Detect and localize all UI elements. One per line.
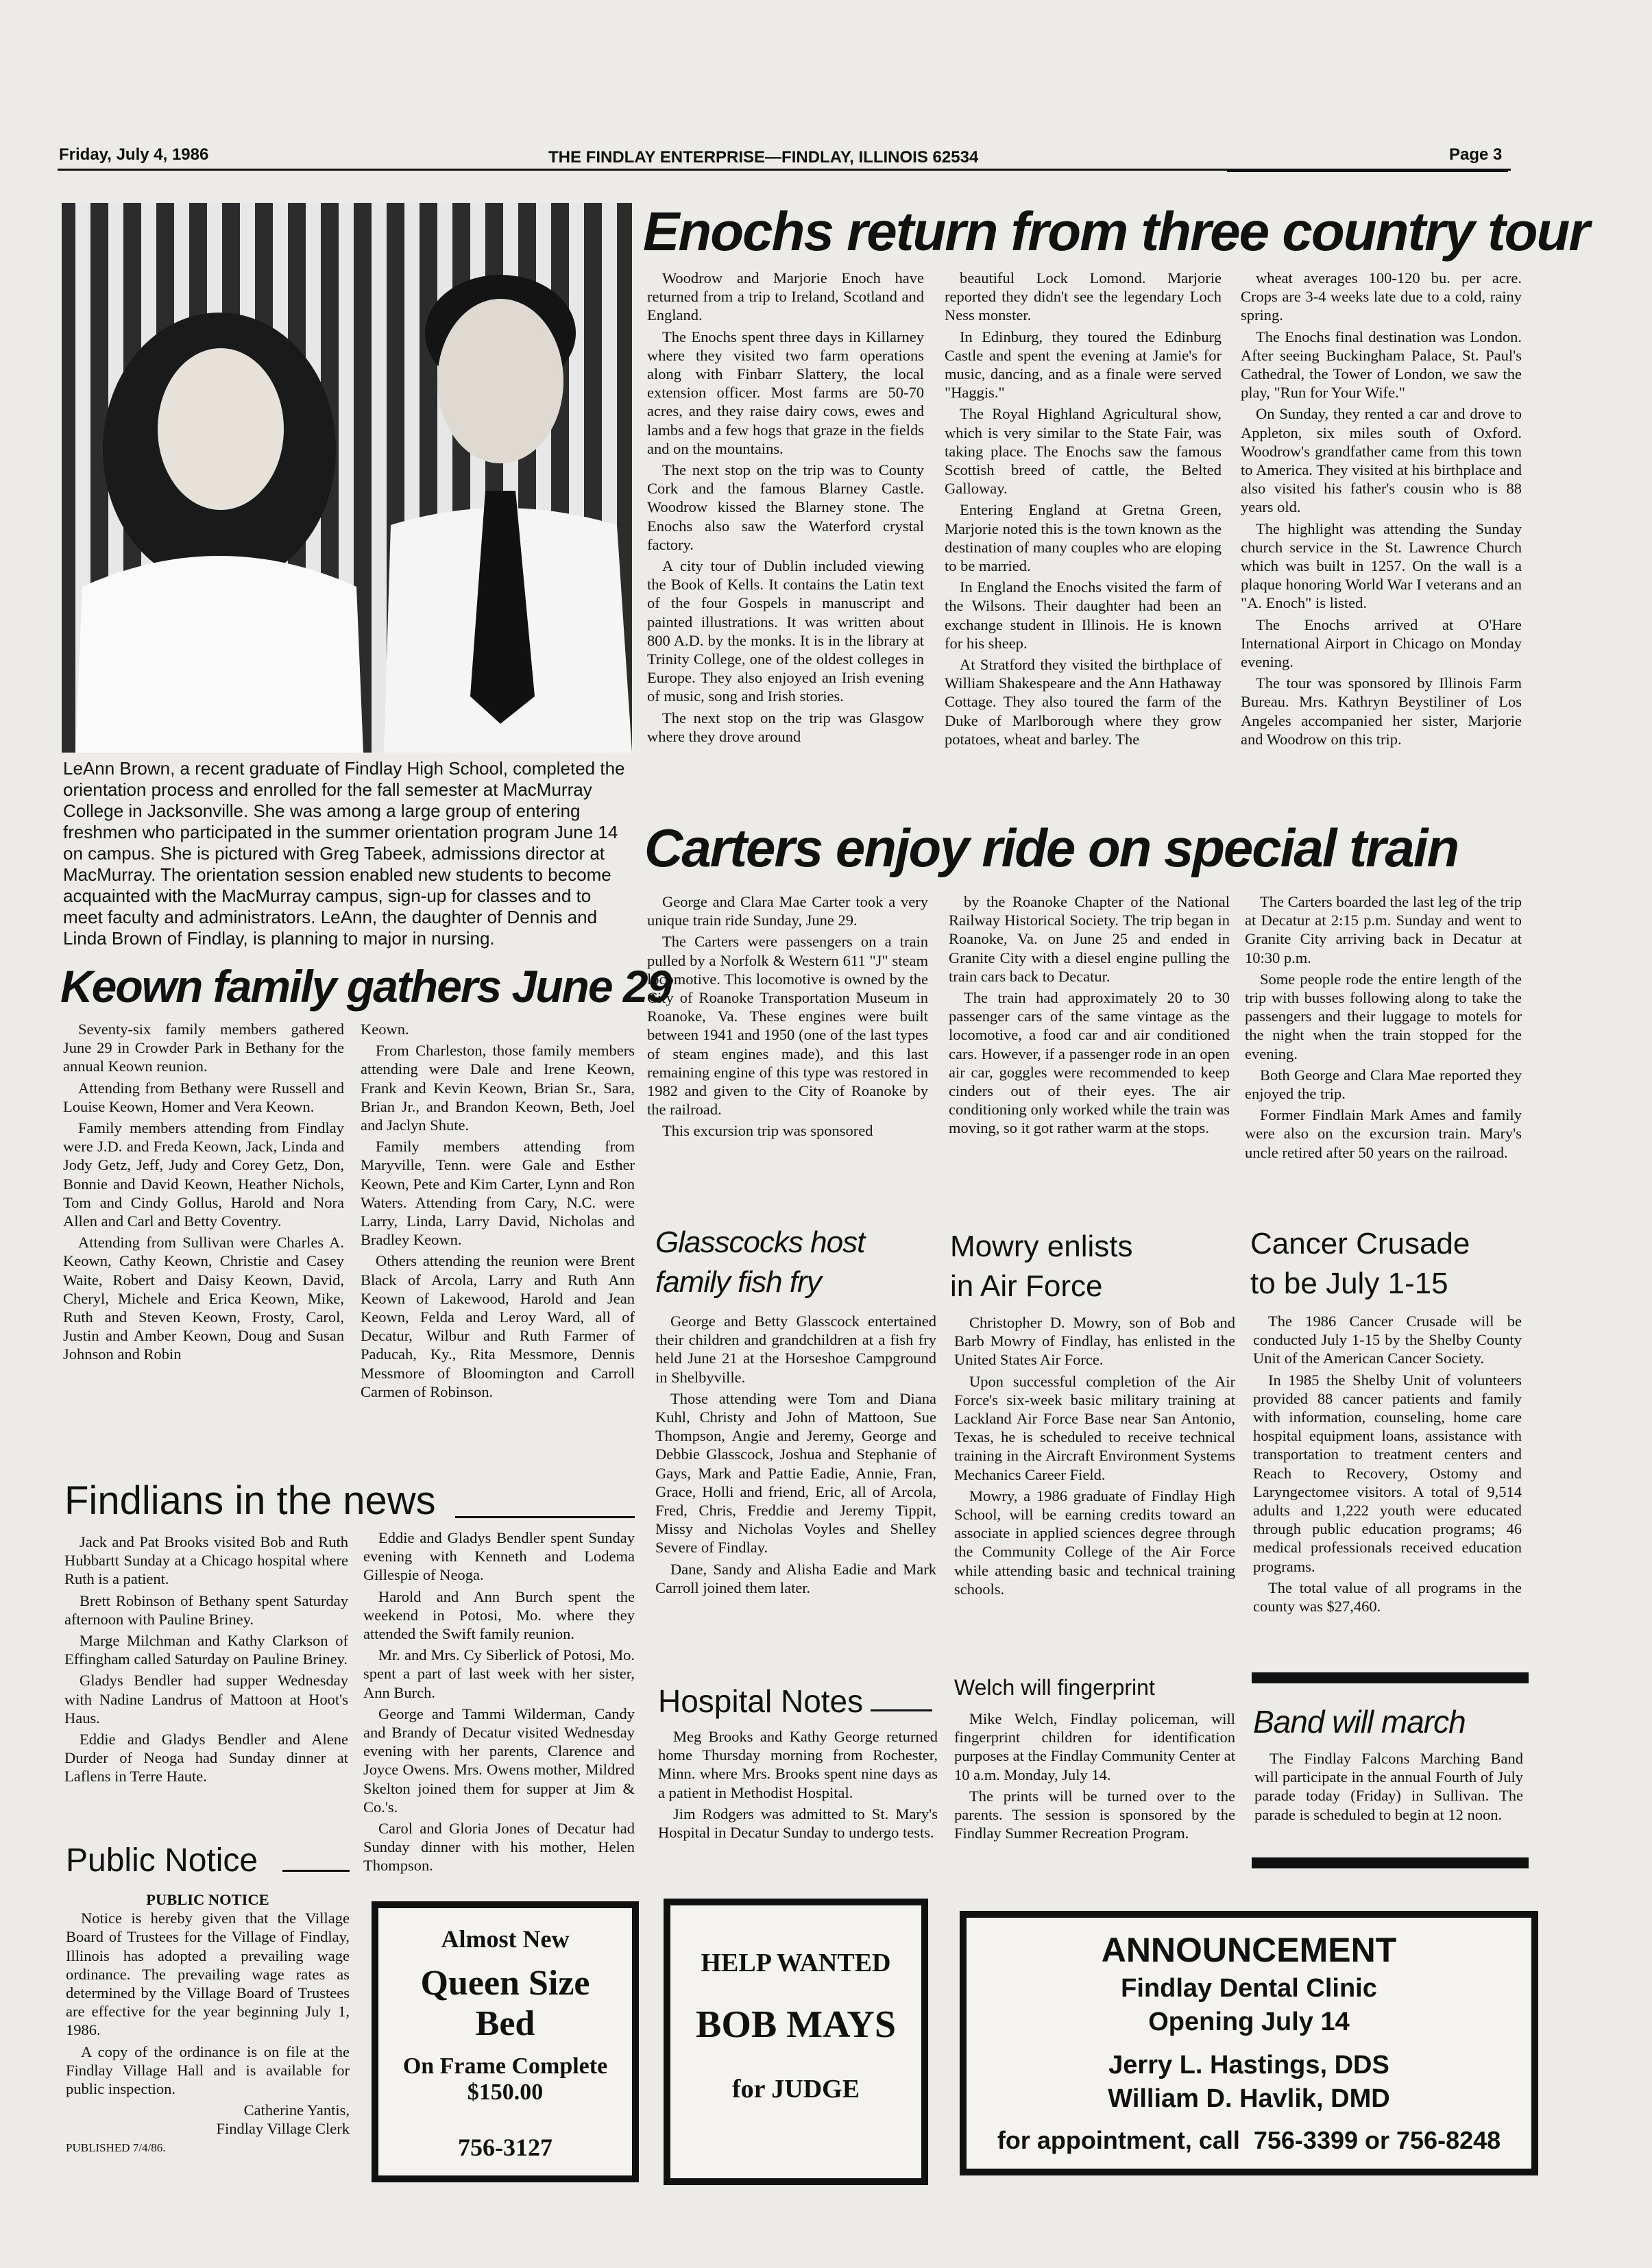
paragraph: The Enochs spent three days in Killarney where they visited two farm operations along with Finbarr Slattery, the local extension officer. Most farms are 50-70 acres, and they raise dairy cows, ewes and lambs and a few hogs that graze in the fields and on the mountains. (647, 328, 924, 457)
enochs-column-3 (1241, 269, 1522, 751)
paragraph: Meg Brooks and Kathy George returned home Thursday morning from Rochester, Minn. where Mrs. Brooks spent nine days as a patient in Methodist Hospital. (658, 1728, 938, 1801)
paragraph: Jim Rodgers was admitted to St. Mary's Hospital in Decatur Sunday to undergo tests. (658, 1805, 938, 1842)
paragraph: Attending from Sullivan were Charles A. Keown, Cathy Keown, Christie and Casey Waite, Robert and Daisy Keown, David, Cheryl, Michele and Erica Keown, Mike, Ruth and Steven Keown, Frosty, Carol, Justin and Amber Keown, Doug and Susan Johnson and Robin (63, 1234, 344, 1363)
paragraph: Family members attending from Findlay were J.D. and Freda Keown, Jack, Linda and Jody Getz, Jeff, Judy and Corey Getz, Don, Bonnie and David Keown, Heather Nichols, Tom and Cindy Gollus, Harold and Nora Allen and Carl and Betty Coventry. (63, 1119, 344, 1230)
carters-headline: Carters enjoy ride on special train (644, 818, 1459, 878)
ad-dental-line-3: Jerry L. Hastings, DDS (1108, 2051, 1389, 2080)
masthead-rule-heavy (1227, 169, 1508, 172)
ad-mays-line-3: for JUDGE (731, 2075, 860, 2104)
paragraph: by the Roanoke Chapter of the National Railway Historical Society. The trip began in Roanoke, Va. on June 25 and ended in Granite City with a diesel engine pulling the train cars back to Decatur. (949, 893, 1230, 985)
paragraph: In 1985 the Shelby Unit of volunteers provided 88 cancer patients and family with information, counseling, home care hospital equipment loans, assistance with transportation to treatment centers and Reach to Recovery, Ostomy and Laryngectomee visitors. A total of 9,514 adults and 1,222 youth were educated through public education programs; 46 medical professionals received education programs. (1253, 1371, 1522, 1575)
paragraph: At Stratford they visited the birthplace of William Shakespeare and the Ann Hathaway Cottage. They also toured the farm of the Duke of Marlborough where they grow potatoes, wheat and barley. The (945, 656, 1222, 748)
paragraph: Eddie and Gladys Bendler and Alene Durder of Neoga had Sunday dinner at Laflens in Terre Haute. (64, 1731, 348, 1785)
photo-image (62, 203, 632, 753)
findlians-rule (455, 1516, 635, 1518)
issue-date: Friday, July 4, 1986 (59, 145, 209, 164)
paragraph: The Royal Highland Agricultural show, which is very similar to the State Fair, was taking place. The Enochs saw the famous Scottish breed of cattle, the Belted Galloway. (945, 405, 1222, 498)
paragraph: The next stop on the trip was Glasgow where they drove around (647, 709, 924, 745)
signer-title: Findlay Village Clerk (216, 2120, 350, 2138)
public-notice-body (66, 1890, 350, 2157)
welch-headline: Welch will fingerprint (954, 1675, 1155, 1700)
paragraph: Both George and Clara Mae reported they enjoyed the trip. (1245, 1066, 1522, 1103)
mowry-body (954, 1313, 1235, 1601)
paragraph: In England the Enochs visited the farm of the Wilsons. Their daughter had been an exchange student in Illinois. He is known for his sheep. (945, 578, 1222, 652)
paragraph: Gladys Bendler had supper Wednesday with Nadine Landrus of Mattoon at Hoot's Haus. (64, 1672, 348, 1727)
ad-bed-line-4: On Frame Complete (402, 2053, 608, 2079)
ad-bed-line-2: Queen Size (420, 1964, 590, 2003)
hospital-rule (871, 1709, 932, 1711)
enochs-column-1 (647, 269, 924, 748)
paragraph: The total value of all programs in the county was $27,460. (1253, 1578, 1522, 1615)
paragraph: Keown. (361, 1021, 409, 1038)
paragraph: From Charleston, those family members attending were Dale and Irene Keown, Frank and Kevin Keown, Brian Sr., Sara, Brian Jr., and Brandon Keown, Beth, Joel and Jaclyn Shute. (361, 1042, 635, 1134)
ad-dental-clinic (960, 1911, 1538, 2175)
band-bottom-rule (1252, 1857, 1529, 1868)
paragraph: Dane, Sandy and Alisha Eadie and Mark Carroll joined them later. (655, 1560, 936, 1596)
paragraph: George and Betty Glasscock entertained their children and grandchildren at a fish fry held June 21 at the Horseshoe Campground in Shelbyville. (655, 1313, 936, 1386)
paragraph: Others attending the reunion were Brent Black of Arcola, Larry and Ruth Ann Keown of Lakewood, Harold and Jean Keown, Felda and Leroy Ward, all of Decatur, Wilbur and Ruth Farmer of Paducah, Ky., Rita Messmore, Dennis Messmore of Bloomington and Carroll Carmen of Robinson. (361, 1252, 635, 1400)
glasscocks-body (655, 1312, 936, 1600)
paragraph: Christopher D. Mowry, son of Bob and Barb Mowry of Findlay, has enlisted in the United States Air Force. (954, 1314, 1235, 1369)
paragraph: The Carters were passengers on a train pulled by a Norfolk & Western 611 "J" steam locomotive. This locomotive is owned by the City of Roanoke Transportation Museum in Roanoke, Va. These engines were built between 1941 and 1950 (one of the last types of steam engines made), and this last remaining engine of this type was restored in 1982 and given to the City of Roanoke by the railroad. (647, 933, 928, 1119)
findlians-column-2 (363, 1528, 635, 1878)
paragraph: Eddie and Gladys Bendler spent Sunday evening with Kenneth and Lodema Gillespie of Neoga. (363, 1529, 635, 1584)
paragraph: Family members attending from Maryville, Tenn. were Gale and Esther Keown, Pete and Kim Carter, Lynn and Ron Waters. Attending from Cary, N.C. were Larry, Linda, Larry David, Nicholas and Bradley Keown. (361, 1138, 635, 1249)
cancer-headline-line-1: Cancer Crusade (1250, 1227, 1470, 1260)
paragraph: Mowry, a 1986 graduate of Findlay High School, will be earning credits toward an associate in applied sciences degree through the Community College of the Air Force while attending basic and technical training schools. (954, 1487, 1235, 1598)
enochs-column-2 (945, 269, 1222, 751)
carters-column-2 (949, 892, 1230, 1141)
paragraph: beautiful Lock Lomond. Marjorie reported they didn't see the legendary Loch Ness monster. (945, 269, 1222, 324)
cancer-headline-line-2: to be July 1-15 (1250, 1267, 1448, 1300)
cancer-bottom-rule (1252, 1672, 1529, 1683)
carters-column-3 (1245, 892, 1522, 1165)
paragraph: Marge Milchman and Kathy Clarkson of Effingham called Saturday on Pauline Briney. (64, 1632, 348, 1668)
photo-leann-greg (62, 203, 632, 753)
paragraph: Mr. and Mrs. Cy Siberlick of Potosi, Mo. spent a part of last week with her sister, Ann Burch. (363, 1646, 635, 1701)
welch-body (954, 1709, 1235, 1845)
paragraph: The 1986 Cancer Crusade will be conducted July 1-15 by the Shelby County Unit of the American Cancer Society. (1253, 1313, 1522, 1367)
paragraph: On Sunday, they rented a car and drove to Appleton, six miles south of Oxford. Woodrow's grandfather came from this town to America. They visited at his birthplace and also visited his father's cousin who is 88 years old. (1241, 405, 1522, 516)
paragraph: Harold and Ann Burch spent the weekend in Potosi, Mo. where they attended the Swift family reunion. (363, 1587, 635, 1643)
findlians-headline: Findlians in the news (64, 1478, 436, 1523)
paragraph: This excursion trip was sponsored (662, 1122, 873, 1140)
keown-column-1 (63, 1020, 344, 1367)
paragraph: The Carters boarded the last leg of the trip at Decatur at 2:15 p.m. Sunday and went to Granite City arriving back in Decatur at 10:30 p.m. (1245, 893, 1522, 966)
paragraph: wheat averages 100-120 bu. per acre. Crops are 3-4 weeks late due to a cold, rainy spring. (1241, 269, 1522, 324)
glasscocks-headline-line-1: Glasscocks host (655, 1226, 865, 1259)
public-notice-headline: Public Notice (66, 1842, 258, 1879)
paragraph: The Findlay Falcons Marching Band will participate in the annual Fourth of July parade today (Friday) in Sullivan. The parade is scheduled to begin at 12 noon. (1254, 1750, 1523, 1823)
paragraph: The Enochs arrived at O'Hare International Airport in Chicago on Monday evening. (1241, 615, 1522, 671)
hospital-body (658, 1727, 938, 1844)
paragraph: Seventy-six family members gathered June 29 in Crowder Park in Bethany for the annual Keown reunion. (63, 1021, 344, 1075)
public-notice-subhead: PUBLIC NOTICE (146, 1891, 269, 1908)
paragraph: Notice is hereby given that the Village Board of Trustees for the Village of Findlay, Illinois has adopted a prevailing wage ordinance. The prevailing wage rates as determined by the Village Board of Trustees are effective for the year beginning July 1, 1986. (66, 1910, 350, 2039)
page-number: Page 3 (1449, 145, 1503, 164)
paragraph: The next stop on the trip was to County Cork and the famous Blarney Castle. Woodrow kissed the Blarney stone. The Enochs also saw the Waterford crystal factory. (647, 461, 924, 553)
glasscocks-headline-line-2: family fish fry (655, 1265, 821, 1299)
paragraph: A city tour of Dublin included viewing the Book of Kells. It contains the Latin text of the four Gospels in manuscript and painted illustrations. It was written about 800 A.D. by the monks. It is in the library at Trinity College, one of the oldest colleges in Europe. They also enjoyed an Irish evening of music, song and Irish stories. (647, 557, 924, 705)
findlians-column-1 (64, 1533, 348, 1789)
paragraph: In Edinburg, they toured the Edinburg Castle and spent the evening at Jamie's for music, dancing, and as a finale were served "Haggis." (945, 328, 1222, 402)
ad-bed-phone: 756-3127 (458, 2134, 552, 2161)
mowry-headline-line-2: in Air Force (950, 1269, 1103, 1303)
paragraph: Those attending were Tom and Diana Kuhl, Christy and John of Mattoon, Sue Thompson, Angie and Jeremy, George and Debbie Glasscock, Joshua and Stephanie of Gays, Mark and Pattie Eadie, Annie, Fran, Grace, Holli and friend, Eric, all of Arcola, Fred, Chris, Freddie and Jeremy Tippit, Missy and Nicholas Voyles and Shelley Severe of Findlay. (655, 1389, 936, 1557)
paragraph: The train had approximately 20 to 30 passenger cars of the same vintage as the locomotive, a food car and air conditioned cars. However, if a passenger rode in an open air car, goggles were recommended to keep cinders out of their eyes. The air conditioning only worked while the train was moving, so it got rather warm at the stops. (949, 989, 1230, 1137)
paragraph: Woodrow and Marjorie Enoch have returned from a trip to Ireland, Scotland and England. (647, 269, 924, 324)
paragraph: The tour was sponsored by Illinois Farm Bureau. Mrs. Kathryn Beystiliner of Los Angeles accompanied her sister, Marjorie and Woodrow on this trip. (1241, 674, 1522, 748)
ad-mays-line-2: BOB MAYS (695, 2003, 896, 2046)
public-notice-rule (282, 1870, 350, 1872)
paper-name: THE FINDLAY ENTERPRISE—FINDLAY, ILLINOIS 62534 (548, 148, 979, 167)
published-line: PUBLISHED 7/4/86. (66, 2141, 166, 2154)
paragraph: Carol and Gloria Jones of Decatur had Sunday dinner with his mother, Helen Thompson. (363, 1820, 635, 1875)
signer-name: Catherine Yantis, (243, 2101, 350, 2119)
paragraph: Attending from Bethany were Russell and Louise Keown, Homer and Vera Keown. (63, 1079, 344, 1115)
paragraph: Entering England at Gretna Green, Marjorie noted this is the town known as the destination of many couples who are eloping to be married. (945, 501, 1222, 575)
paragraph: The highlight was attending the Sunday church service in the St. Lawrence Church which was built in 1257. On the wall is a plaque honoring World War I veterans and an "A. Enoch" is listed. (1241, 520, 1522, 612)
keown-column-2 (361, 1020, 635, 1404)
ad-mays-line-1: HELP WANTED (701, 1949, 891, 1977)
paragraph: Mike Welch, Findlay policeman, will fingerprint children for identification purposes at the Findlay Community Center at 10 a.m. Monday, July 14. (954, 1710, 1235, 1783)
ad-dental-line-4: William D. Havlik, DMD (1108, 2084, 1390, 2113)
paragraph: Some people rode the entire length of the trip with busses following along to take the passengers and their luggage to motels for the night when the train stopped for the evening. (1245, 970, 1522, 1062)
ad-bed-line-1: Almost New (441, 1925, 570, 1953)
paragraph: Upon successful completion of the Air Force's six-week basic military training at Lackland Air Force Base near San Antonio, Texas, he is scheduled to receive technical training in the Aircraft Environment Systems Mechanics Career Field. (954, 1372, 1235, 1483)
photo-caption: LeAnn Brown, a recent graduate of Findlay High School, completed the orientation process and enrolled for the fall semester at MacMurray College in Jacksonville. She was among a large group of entering freshmen who participated in the summer orientation program June 14 on campus. She is pictured with Greg Tabeek, admissions director at MacMurray. The orientation session enabled new students to become acquainted with the MacMurray campus, sign-up for classes and to meet faculty and administrators. LeAnn, the daughter of Dennis and Linda Brown of Findlay, is planning to major in nursing. (63, 758, 625, 949)
cancer-body (1253, 1312, 1522, 1618)
hospital-headline: Hospital Notes (658, 1683, 864, 1719)
ad-bed-line-3: Bed (475, 2004, 535, 2043)
band-body (1254, 1749, 1523, 1827)
paragraph: Brett Robinson of Bethany spent Saturday afternoon with Pauline Briney. (64, 1592, 348, 1628)
paragraph: A copy of the ordinance is on file at the Findlay Village Hall and is available for public inspection. (66, 2043, 350, 2098)
paragraph: George and Clara Mae Carter took a very unique train ride Sunday, June 29. (647, 893, 928, 929)
paragraph: George and Tammi Wilderman, Candy and Brandy of Decatur visited Wednesday evening with her parents, Clarence and Joyce Owens. Mrs. Owens mother, Mildred Skelton joined them for supper at Jim & Co.'s. (363, 1705, 635, 1816)
ad-queen-bed (372, 1901, 639, 2182)
carters-column-1 (647, 892, 928, 1143)
band-headline: Band will march (1253, 1704, 1466, 1740)
ad-bed-price: $150.00 (467, 2080, 544, 2105)
paragraph: The Enochs final destination was London. After seeing Buckingham Palace, St. Paul's Cathedral, the Tower of London, we saw the play, "Run for Your Wife." (1241, 328, 1522, 402)
ad-dental-phone: for appointment, call 756-3399 or 756-8248 (997, 2126, 1501, 2154)
ad-dental-line-1: Findlay Dental Clinic (1121, 1974, 1377, 2003)
paragraph: The prints will be turned over to the parents. The session is sponsored by the Findlay Summer Recreation Program. (954, 1787, 1235, 1842)
ad-bob-mays (664, 1899, 928, 2185)
enochs-headline: Enochs return from three country tour (643, 201, 1589, 262)
ad-dental-line-2: Opening July 14 (1148, 2008, 1350, 2036)
paragraph: Former Findlain Mark Ames and family were also on the excursion train. Mary's uncle retired after 50 years on the railroad. (1245, 1106, 1522, 1161)
mowry-headline-line-1: Mowry enlists (950, 1230, 1133, 1263)
paragraph: Jack and Pat Brooks visited Bob and Ruth Hubbartt Sunday at a Chicago hospital where Ruth is a patient. (64, 1533, 348, 1588)
keown-headline: Keown family gathers June 29 (60, 961, 671, 1012)
ad-dental-title: ANNOUNCEMENT (1101, 1931, 1397, 1969)
